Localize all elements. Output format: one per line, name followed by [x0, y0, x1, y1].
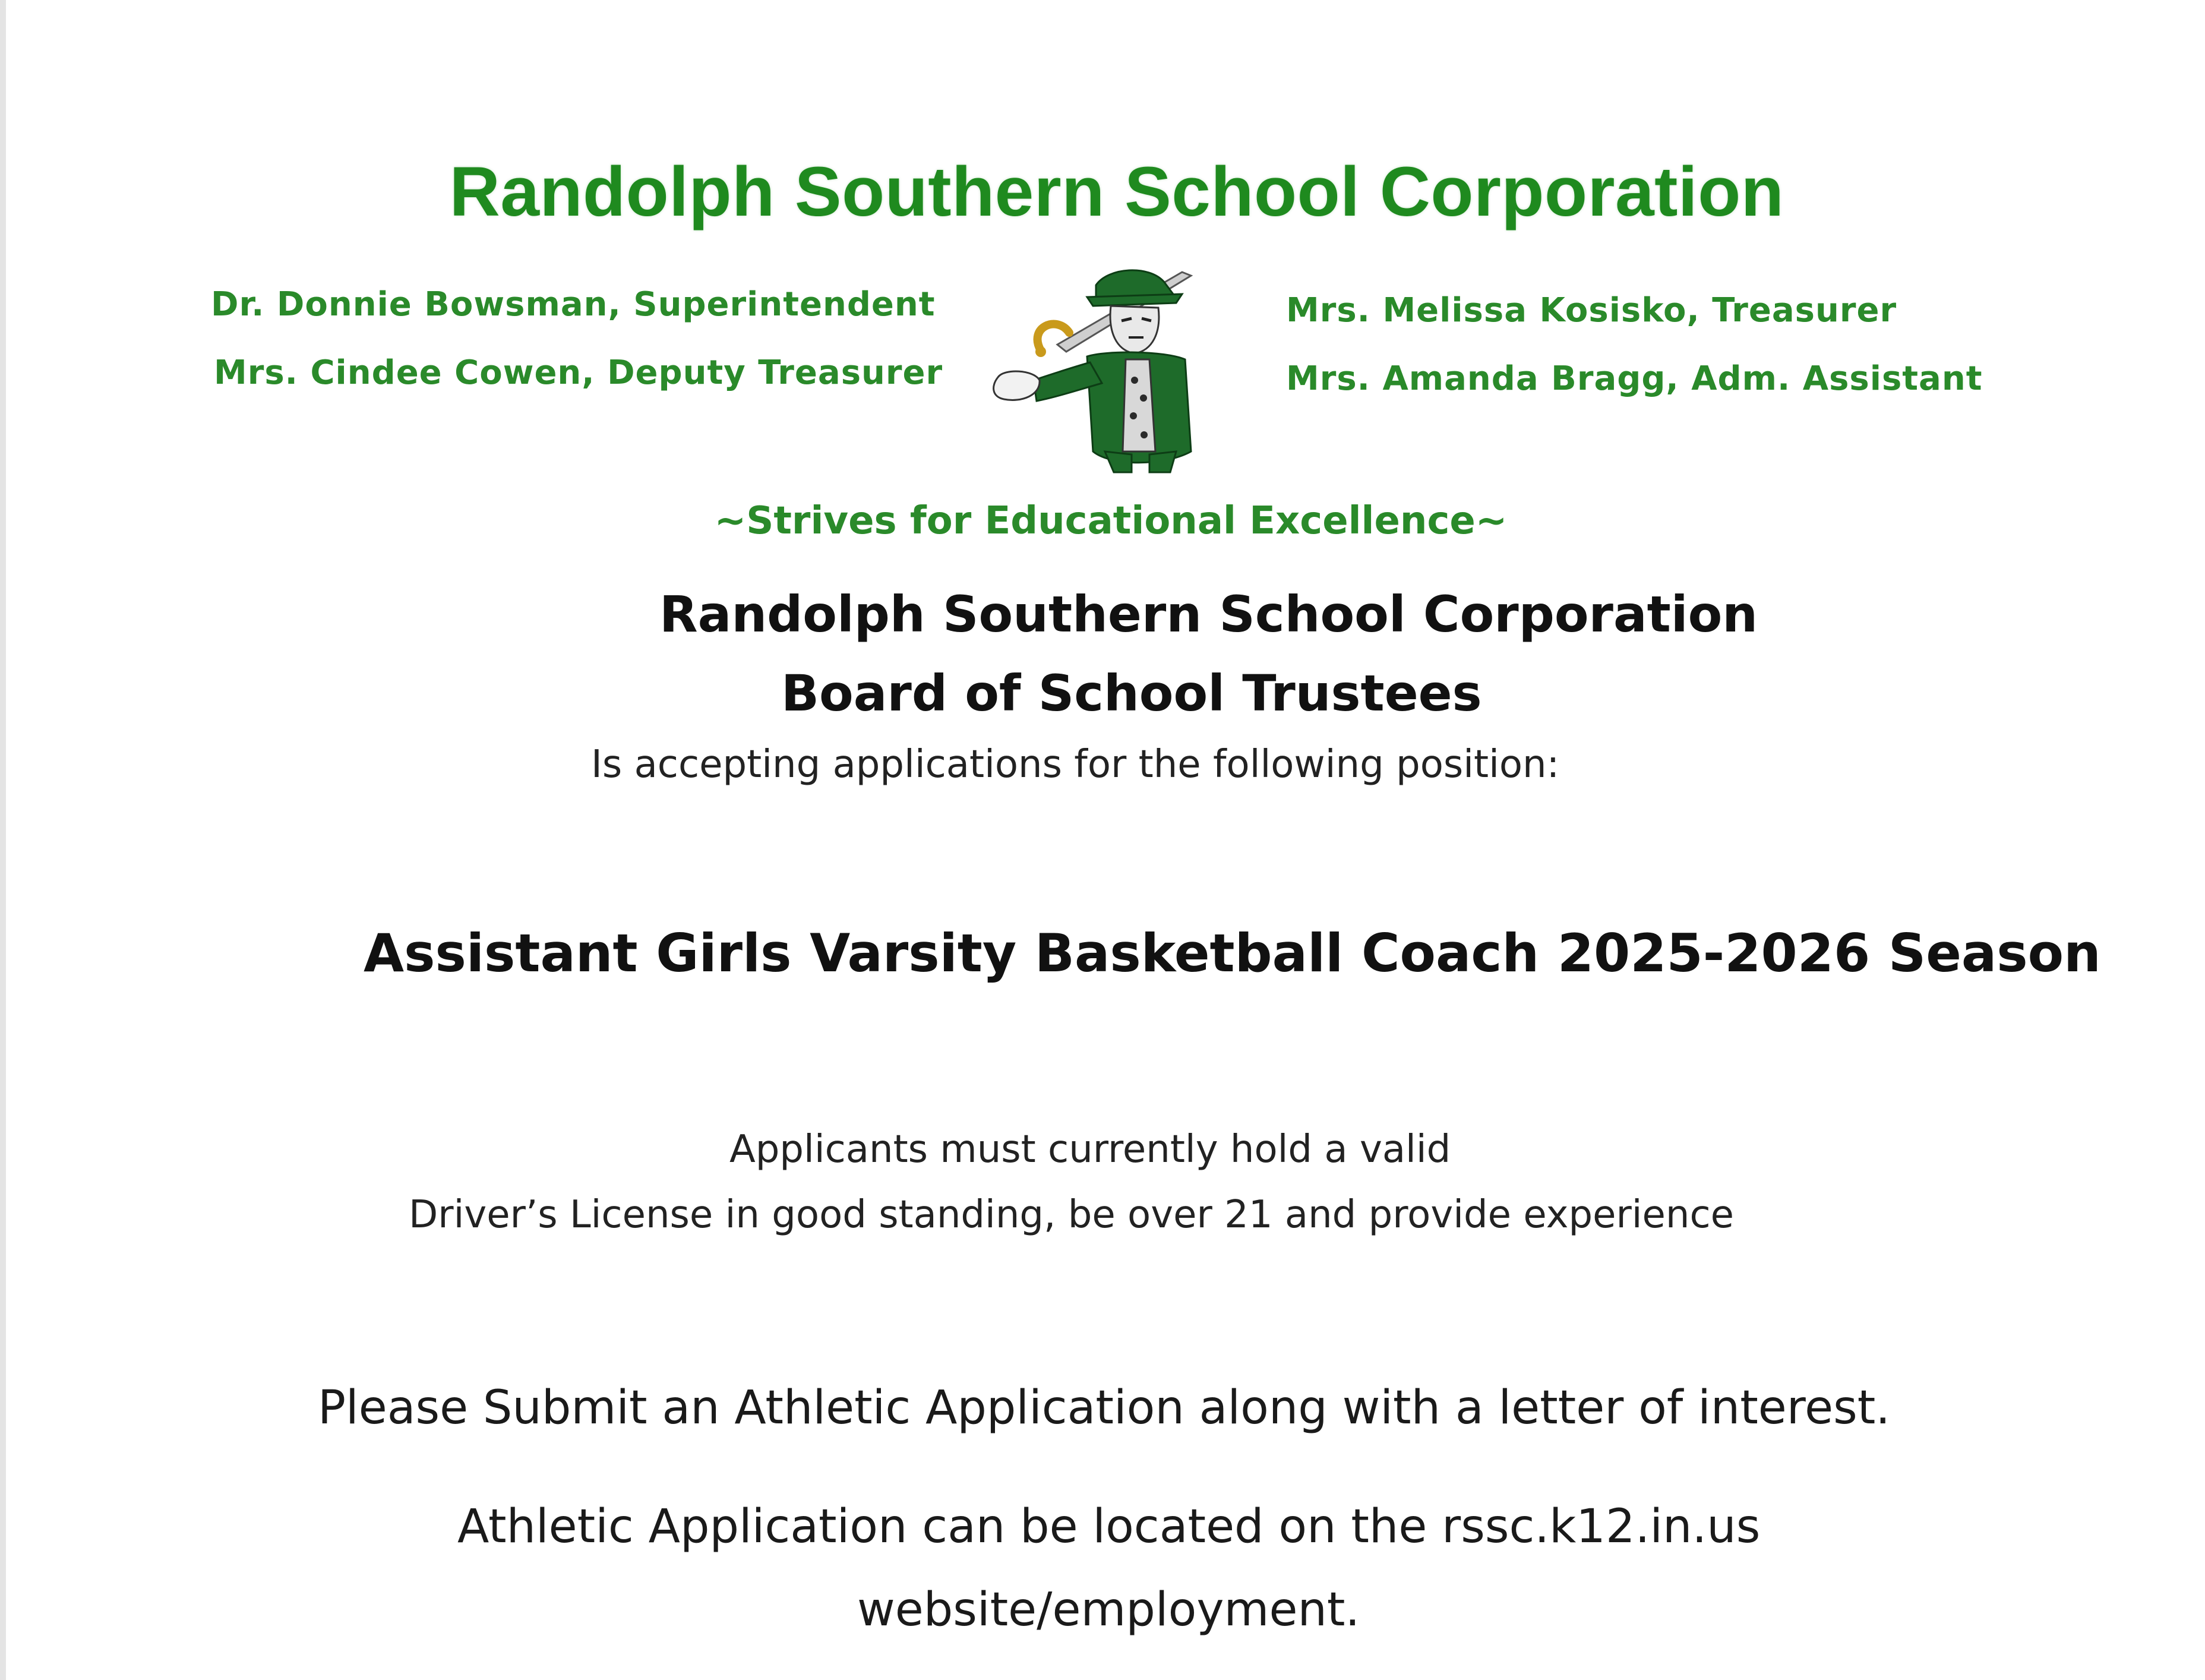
organization-title: Randolph Southern School Corporation [449, 153, 1784, 231]
notice-organization-heading: Randolph Southern School Corporation [659, 585, 1758, 643]
requirement-line-2: Driver’s License in good standing, be over 21 and provide experience [409, 1193, 1735, 1237]
requirement-line-1: Applicants must currently hold a valid [729, 1128, 1451, 1171]
admin-assistant-name: Mrs. Amanda Bragg, Adm. Assistant [1286, 359, 1983, 398]
superintendent-name: Dr. Donnie Bowsman, Superintendent [211, 285, 936, 324]
page-left-border [0, 0, 6, 1680]
treasurer-name: Mrs. Melissa Kosisko, Treasurer [1286, 291, 1897, 330]
application-location-line-1: Athletic Application can be located on the rssc.k12.in.us [457, 1500, 1761, 1553]
board-heading: Board of School Trustees [781, 664, 1482, 722]
submission-instruction: Please Submit an Athletic Application along with a letter of interest. [318, 1381, 1891, 1435]
application-location-line-2: website/employment. [857, 1583, 1360, 1637]
intro-text: Is accepting applications for the following position: [591, 743, 1560, 787]
pirate-mascot-icon [986, 261, 1247, 475]
position-title: Assistant Girls Varsity Basketball Coach 2025-2026 Season [364, 923, 2101, 984]
deputy-treasurer-name: Mrs. Cindee Cowen, Deputy Treasurer [214, 353, 943, 392]
motto: ~Strives for Educational Excellence~ [714, 499, 1508, 543]
